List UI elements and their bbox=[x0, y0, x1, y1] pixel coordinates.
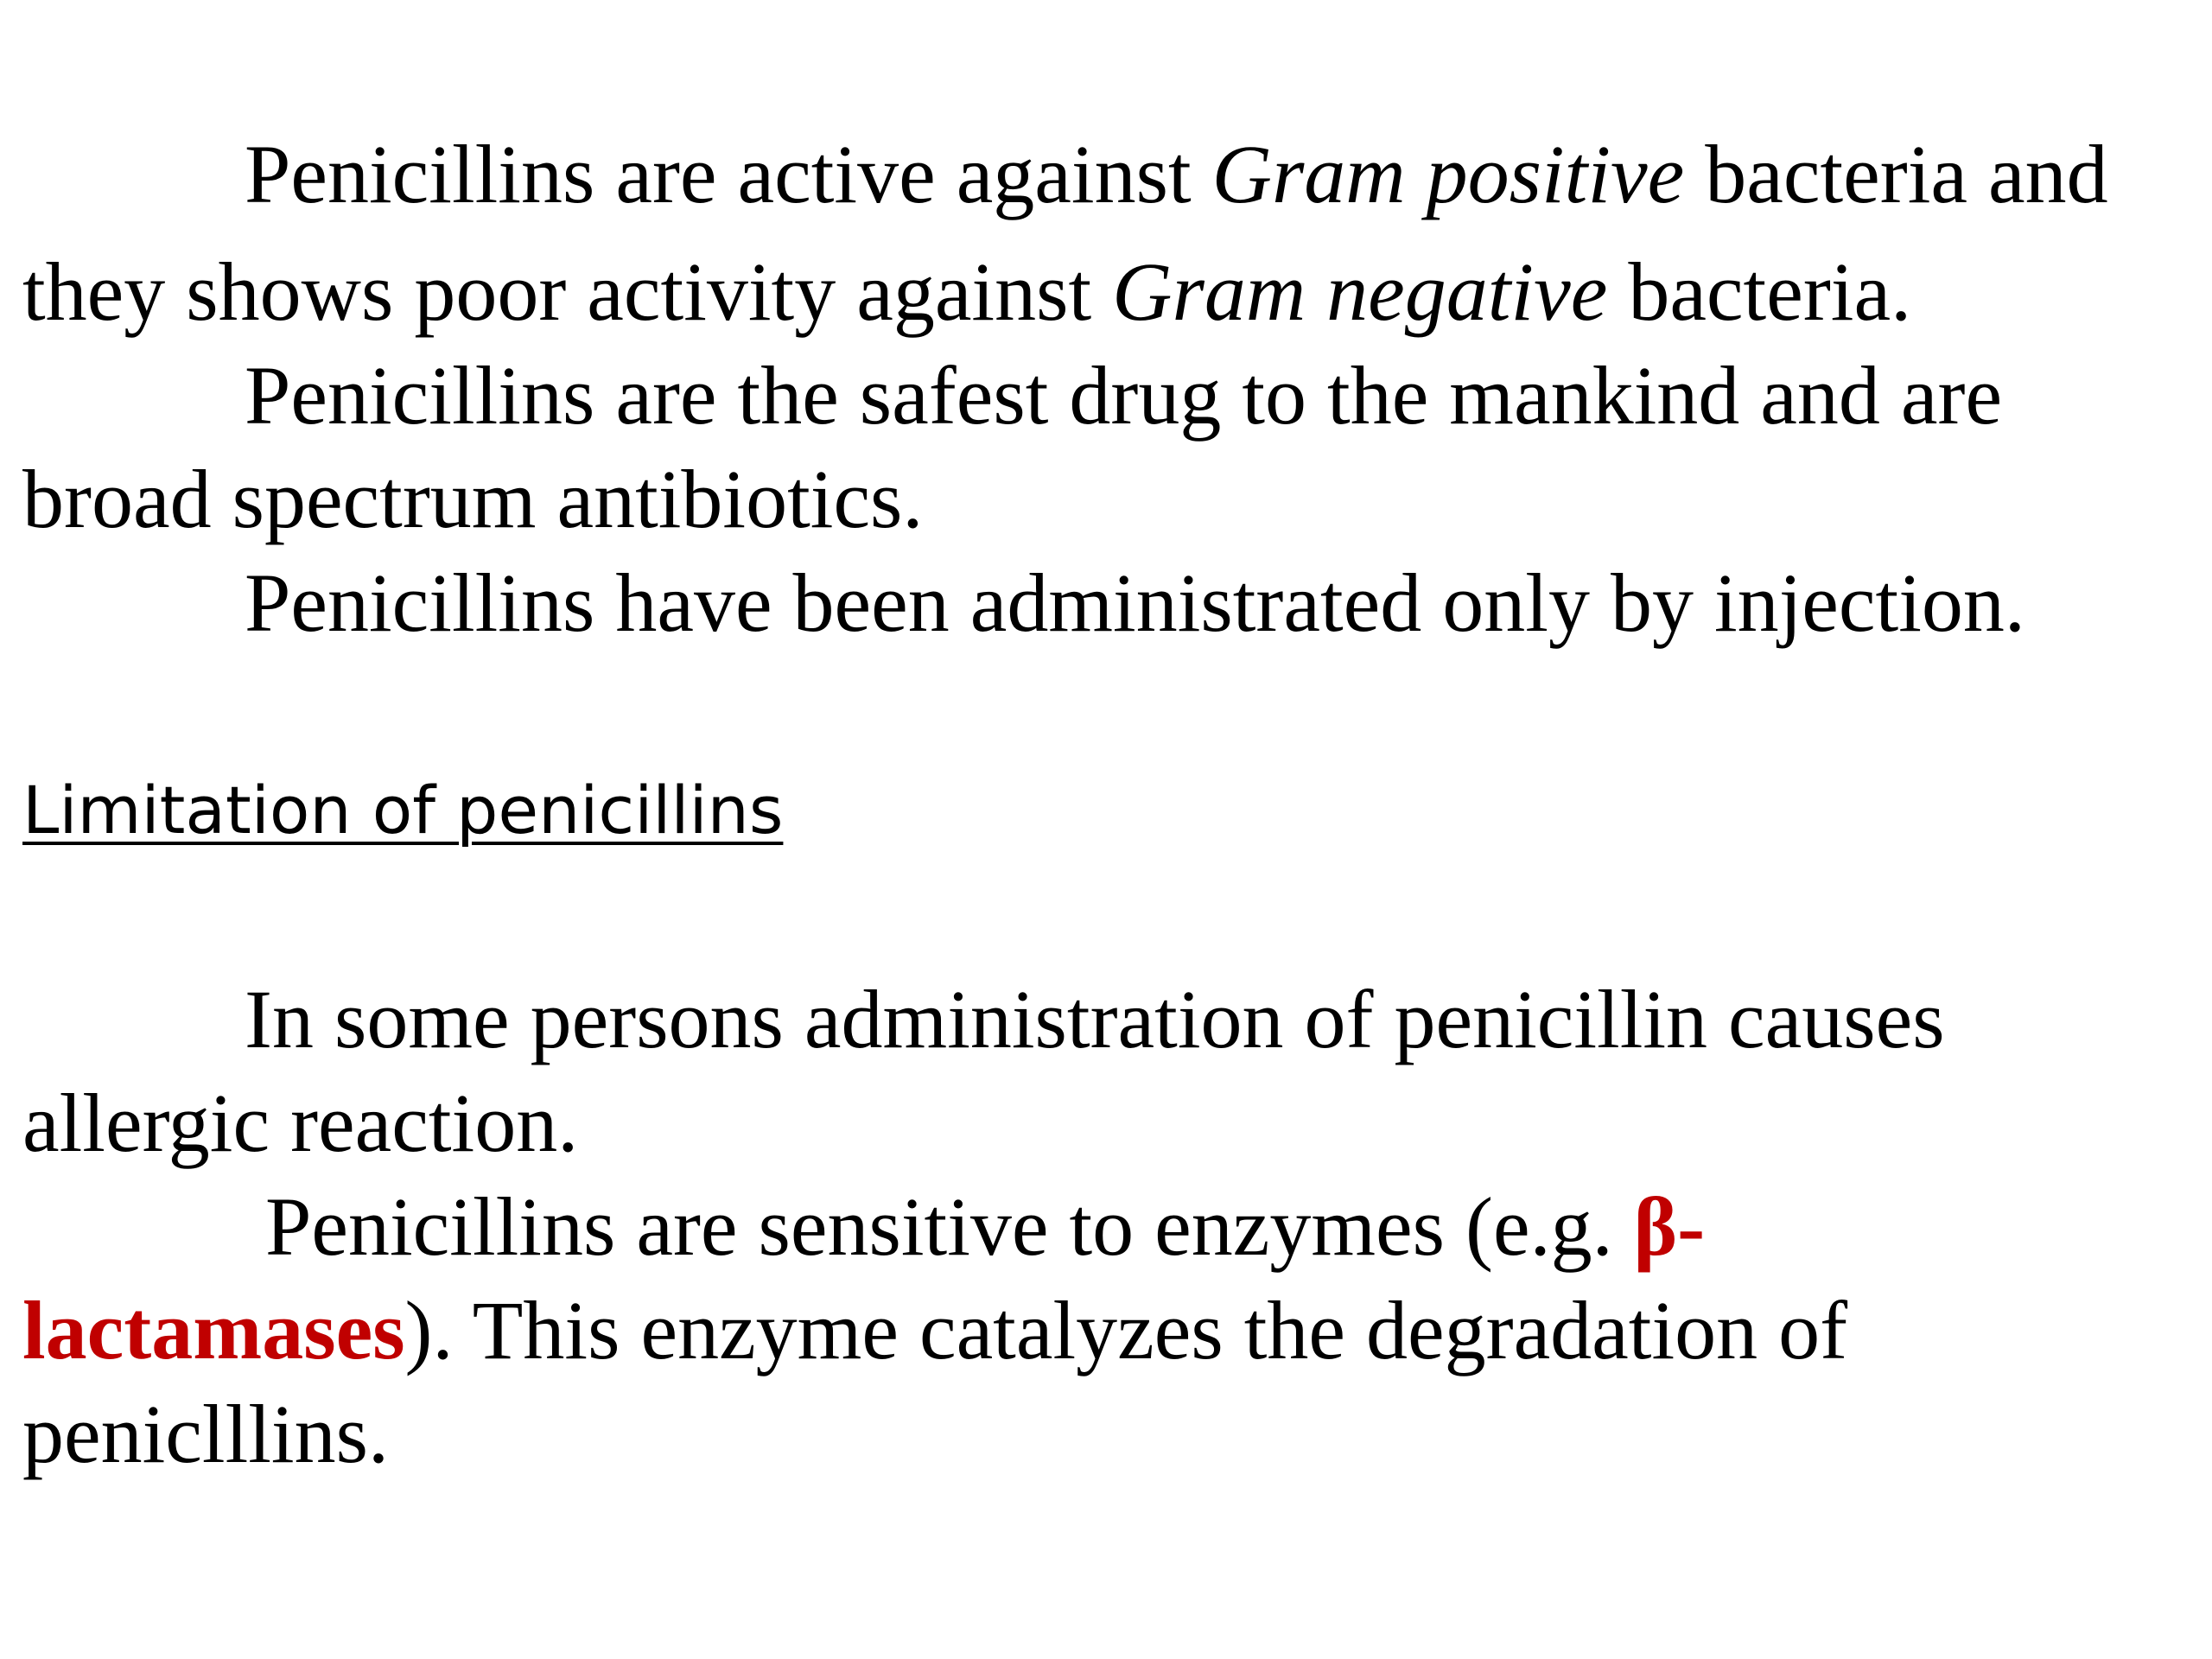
paragraph-1-line-2 bbox=[22, 240, 1911, 344]
text-run: they shows poor activity against bbox=[22, 245, 1113, 338]
paragraph-1-line-1 bbox=[245, 123, 2108, 226]
paragraph-4-line-2: allergic reaction. bbox=[22, 1077, 579, 1169]
paragraph-5-line-1 bbox=[265, 1175, 1705, 1279]
paragraph-4-line-1: In some persons administration of penicillin causes bbox=[245, 973, 1945, 1065]
paragraph-2-line-2: broad spectrum antibiotics. bbox=[22, 453, 924, 545]
paragraph-5-line-2 bbox=[22, 1279, 1847, 1382]
paragraph-5-line-3: peniclllins. bbox=[22, 1388, 389, 1480]
text-run: bacteria and bbox=[1684, 128, 2108, 220]
section-heading: Limitation of penicillins bbox=[22, 772, 784, 849]
text-run: Penicillins are sensitive to enzymes (e.g. bbox=[265, 1180, 1634, 1273]
paragraph-3-line-1: Penicillins have been administrated only by injection. bbox=[245, 556, 2025, 649]
text-run: Penicillins are active against bbox=[245, 128, 1212, 220]
text-run: bacteria. bbox=[1607, 245, 1912, 338]
highlight-beta-lactamases-start: β- bbox=[1633, 1180, 1706, 1273]
highlight-beta-lactamases-end: lactamases bbox=[22, 1284, 405, 1376]
paragraph-2-line-1: Penicillins are the safest drug to the mankind and are bbox=[245, 349, 2003, 442]
italic-term-gram-positive: Gram positive bbox=[1211, 128, 1685, 220]
text-run: ). This enzyme catalyzes the degradation of bbox=[404, 1284, 1848, 1376]
italic-term-gram-negative: Gram negative bbox=[1112, 245, 1608, 338]
